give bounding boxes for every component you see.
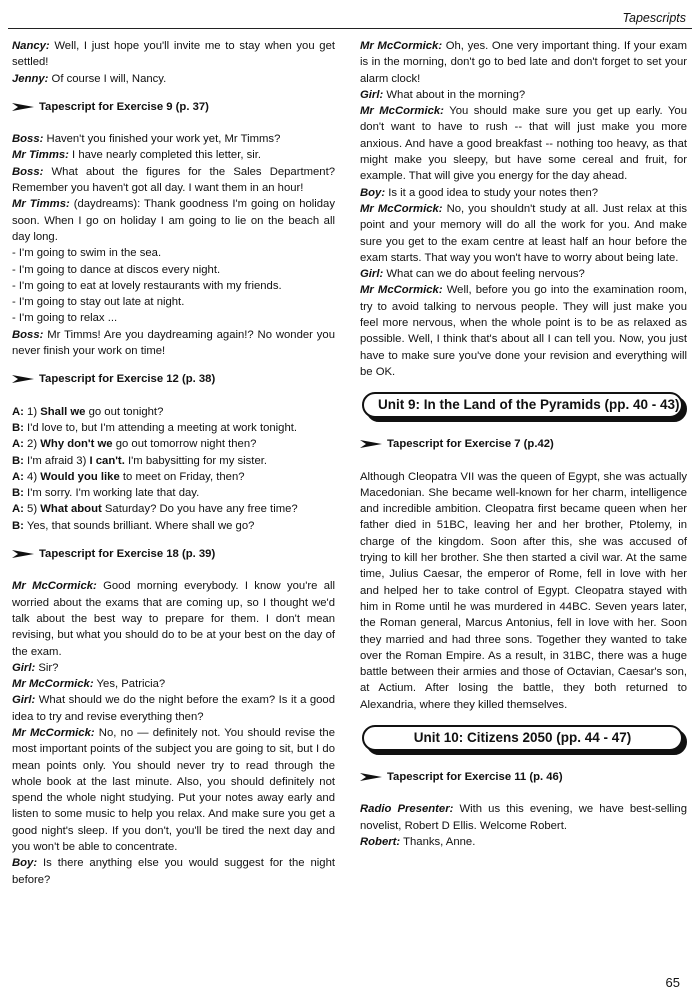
line-text: (daydreams): Thank goodness I'm going on holiday soon. When I go on holiday I am going to lie on the beach all day long. bbox=[12, 198, 335, 243]
right-column bbox=[360, 38, 687, 850]
unit-10-banner bbox=[362, 725, 687, 753]
dialogue-line bbox=[12, 147, 335, 163]
speaker: A: bbox=[12, 438, 24, 451]
line-text: Sir? bbox=[35, 661, 59, 674]
list-item: - I'm going to swim in the sea. bbox=[12, 247, 162, 260]
speaker: Girl: bbox=[360, 268, 384, 281]
speaker: Robert: bbox=[360, 835, 401, 848]
exercise-heading-18 bbox=[12, 546, 335, 562]
speaker: Mr McCormick: bbox=[12, 726, 95, 739]
exercise-heading-11 bbox=[360, 769, 687, 785]
dialogue-line bbox=[12, 404, 335, 420]
answer: Why don't we bbox=[40, 438, 113, 451]
page-header bbox=[0, 0, 700, 30]
speaker: B: bbox=[12, 421, 24, 434]
running-title: Tapescripts bbox=[622, 11, 686, 25]
heading-text: Tapescript for Exercise 12 (p. 38) bbox=[39, 373, 216, 386]
speaker: Mr McCormick: bbox=[12, 678, 94, 691]
list-item: - I'm going to relax ... bbox=[12, 312, 118, 325]
line-text: Mr Timms! Are you daydreaming again!? No wonder you never finish your work on time! bbox=[12, 328, 335, 358]
line-text: 2) bbox=[23, 438, 41, 451]
line-text: 5) bbox=[23, 503, 41, 516]
arrow-icon bbox=[12, 102, 34, 112]
dialogue-line bbox=[12, 660, 335, 676]
answer: I can't. bbox=[89, 454, 125, 467]
speaker: B: bbox=[12, 454, 24, 467]
arrow-icon bbox=[360, 772, 382, 782]
speaker: B: bbox=[12, 519, 24, 532]
line-text: What about in the morning? bbox=[383, 88, 526, 101]
dialogue-line bbox=[12, 725, 335, 855]
speaker: B: bbox=[12, 487, 24, 500]
answer: Shall we bbox=[40, 405, 86, 418]
speaker: Mr Timms: bbox=[12, 198, 70, 211]
dialogue-line bbox=[12, 692, 335, 725]
speaker: Boy: bbox=[360, 186, 386, 199]
speaker: Girl: bbox=[12, 694, 36, 707]
dialogue-line bbox=[12, 38, 335, 71]
line-text: Saturday? Do you have any free time? bbox=[101, 503, 298, 516]
line-text: You should make sure you get up early. You don't want to have to rush -- that will just make you more anxious. And have a good breakfast -- nothing too heavy, as that might make you sleepy, but have some cereal and fruit, for example. That will give you energy for the day ahead. bbox=[360, 105, 687, 183]
header-rule bbox=[8, 28, 692, 29]
answer: Would you like bbox=[40, 470, 120, 483]
speaker: Boss: bbox=[12, 133, 44, 146]
list-item: - I'm going to stay out late at night. bbox=[12, 296, 185, 309]
line-text: I have nearly completed this letter, sir. bbox=[68, 149, 262, 162]
speaker: Mr McCormick: bbox=[360, 202, 443, 215]
speaker: Jenny: bbox=[12, 72, 49, 85]
dialogue-line bbox=[360, 185, 687, 201]
line-text: I'd love to, but I'm attending a meeting at work tonight. bbox=[23, 421, 298, 434]
line-text: Oh, yes. One very important thing. If your exam is in the morning, don't go to bed late and don't forget to set your alarm clock! bbox=[360, 40, 687, 85]
speaker: A: bbox=[12, 503, 24, 516]
heading-text: Tapescript for Exercise 11 (p. 46) bbox=[387, 770, 563, 783]
exercise-heading-9 bbox=[12, 99, 335, 115]
speaker: Radio Presenter: bbox=[360, 803, 454, 816]
line-text: No, you shouldn't study at all. Just relax at this point and your memory will do all the work for you. And make sure you get to the exam centre at least half an hour before the exam starts. That way you won't have to worry about being late. bbox=[360, 202, 687, 264]
answer: What about bbox=[40, 503, 102, 516]
dialogue-line bbox=[12, 196, 335, 245]
line-text: What should we do the night before the exam? Is it a good idea to try and revise everything then? bbox=[12, 694, 335, 723]
exercise-heading-12 bbox=[12, 371, 335, 387]
line-text: go out tonight? bbox=[85, 405, 164, 418]
line-text: Thanks, Anne. bbox=[400, 835, 476, 848]
list-item: - I'm going to eat at lovely restaurants with my friends. bbox=[12, 279, 282, 292]
dialogue-line bbox=[360, 266, 687, 282]
line-text: I'm sorry. I'm working late that day. bbox=[23, 487, 200, 500]
unit-9-title: Unit 9: In the Land of the Pyramids (pp. 40 - 43) bbox=[362, 392, 683, 418]
speaker: A: bbox=[12, 470, 24, 483]
heading-text: Tapescript for Exercise 7 (p.42) bbox=[387, 438, 554, 451]
line-text: I'm babysitting for my sister. bbox=[124, 454, 267, 467]
dialogue-line bbox=[12, 327, 335, 360]
heading-text: Tapescript for Exercise 18 (p. 39) bbox=[39, 548, 216, 561]
speaker: Boss: bbox=[12, 165, 44, 178]
line-text: Well, I just hope you'll invite me to stay when you get settled! bbox=[12, 40, 335, 69]
arrow-icon bbox=[360, 439, 382, 449]
speaker: Mr Timms: bbox=[12, 149, 69, 162]
heading-text: Tapescript for Exercise 9 (p. 37) bbox=[39, 100, 209, 113]
dialogue-line bbox=[12, 131, 335, 147]
dialogue-line bbox=[12, 578, 335, 659]
speaker: Girl: bbox=[12, 661, 36, 674]
page-number: 65 bbox=[665, 975, 680, 990]
dialogue-line bbox=[360, 87, 687, 103]
speaker: Mr McCormick: bbox=[12, 580, 97, 593]
dialogue-line bbox=[12, 420, 335, 436]
dialogue-line bbox=[12, 453, 335, 469]
speaker: Nancy: bbox=[12, 40, 50, 52]
dialogue-line bbox=[12, 71, 335, 87]
arrow-icon bbox=[12, 549, 34, 559]
unit-10-title: Unit 10: Citizens 2050 (pp. 44 - 47) bbox=[362, 725, 683, 751]
line-text: Is there anything else you would suggest for the night before? bbox=[12, 857, 335, 886]
line-text: I'm afraid 3) bbox=[23, 454, 90, 467]
line-text: go out tomorrow night then? bbox=[112, 438, 257, 451]
dialogue-line bbox=[12, 676, 335, 692]
dialogue-line bbox=[360, 282, 687, 380]
line-text: 4) bbox=[23, 470, 41, 483]
dialogue-line bbox=[12, 469, 335, 485]
line-text: Good morning everybody. I know you're all worried about the exams that are coming up, so I thought we'd talk about the best way to prepare for them. I don't mean revising, but what you should do to be at your best on the day of the exam. bbox=[12, 580, 335, 658]
line-text: Well, before you go into the examination room, try to avoid talking to nervous people. They will just make you feel more nervous, when the whole point is to be as relaxed as possible. Well, I think that's about all I can tell you. Now, you just have to make sure you've done your revision and everything will be OK. bbox=[360, 284, 687, 378]
exercise-heading-7 bbox=[360, 436, 687, 452]
line-text: Yes, Patricia? bbox=[93, 678, 166, 691]
list-item: - I'm going to dance at discos every night. bbox=[12, 263, 221, 276]
line-text: With us this evening, we have best-selling novelist, Robert D Ellis. Welcome Robert. bbox=[360, 803, 687, 832]
dialogue-line bbox=[12, 164, 335, 197]
line-text: to meet on Friday, then? bbox=[119, 470, 245, 483]
speaker: Boy: bbox=[12, 857, 38, 870]
dialogue-line bbox=[12, 855, 335, 888]
dialogue-line bbox=[360, 38, 687, 87]
cleopatra-paragraph: Although Cleopatra VII was the queen of Egypt, she was actually Macedonian. She became well-known for her charm, intelligence and incredible ambition. Cleopatra first became queen when her father died in 51BC, leaving her and her brother, Ptolemy, in charge of the kingdom. Soon after this, she was accused of trying to kill her brother. She then started a civil war. At the same time, Julius Caesar, the emperor of Rome, fell in love with her and helped her to take control of Egypt. Cleopatra stayed with him in Rome until he was murdered in 44BC. Seven years later, the Roman general, Marcus Antonius, fell in love with her. Soon they married and had three sons. Together they wanted to take over the Roman Empire. As a result, in 31BC, there was a huge battle between their armies and those of Octavian, Caesar's son, at Actium. After losing the battle, they both returned to Alexandria, where they killed themselves. bbox=[360, 470, 687, 711]
dialogue-line bbox=[12, 518, 335, 534]
speaker: Girl: bbox=[360, 88, 384, 101]
left-column bbox=[12, 38, 335, 888]
line-text: 1) bbox=[23, 405, 41, 418]
line-text: Haven't you finished your work yet, Mr Timms? bbox=[43, 133, 281, 146]
speaker: Boss: bbox=[12, 328, 44, 341]
dialogue-line bbox=[12, 485, 335, 501]
dialogue-line bbox=[12, 436, 335, 452]
dialogue-line bbox=[360, 801, 687, 834]
line-text: Of course I will, Nancy. bbox=[48, 72, 167, 85]
dialogue-line bbox=[360, 103, 687, 184]
speaker: A: bbox=[12, 405, 24, 418]
dialogue-line bbox=[12, 501, 335, 517]
speaker: Mr McCormick: bbox=[360, 105, 444, 118]
line-text: No, no — definitely not. You should revise the most important points of the subject you are going to sit, but I do mean points only. You should never try to read through the whole book at the last minute. Also, you should definitely not spend the whole night studying. Put your notes away early and listen to some music to help you relax. And make sure you get a good night's sleep. If you don't, you'll be tired the next day and you won't be able to concentrate. bbox=[12, 726, 335, 854]
line-text: Yes, that sounds brilliant. Where shall we go? bbox=[23, 519, 255, 532]
dialogue-line bbox=[360, 834, 687, 850]
speaker: Mr McCormick: bbox=[360, 40, 443, 52]
arrow-icon bbox=[12, 374, 34, 384]
line-text: What about the figures for the Sales Department? Remember you haven't got all day. I want them in an hour! bbox=[12, 165, 335, 195]
line-text: Is it a good idea to study your notes then? bbox=[385, 186, 599, 199]
line-text: What can we do about feeling nervous? bbox=[383, 268, 585, 281]
speaker: Mr McCormick: bbox=[360, 284, 443, 297]
unit-9-banner bbox=[362, 392, 687, 420]
dialogue-line bbox=[360, 201, 687, 266]
